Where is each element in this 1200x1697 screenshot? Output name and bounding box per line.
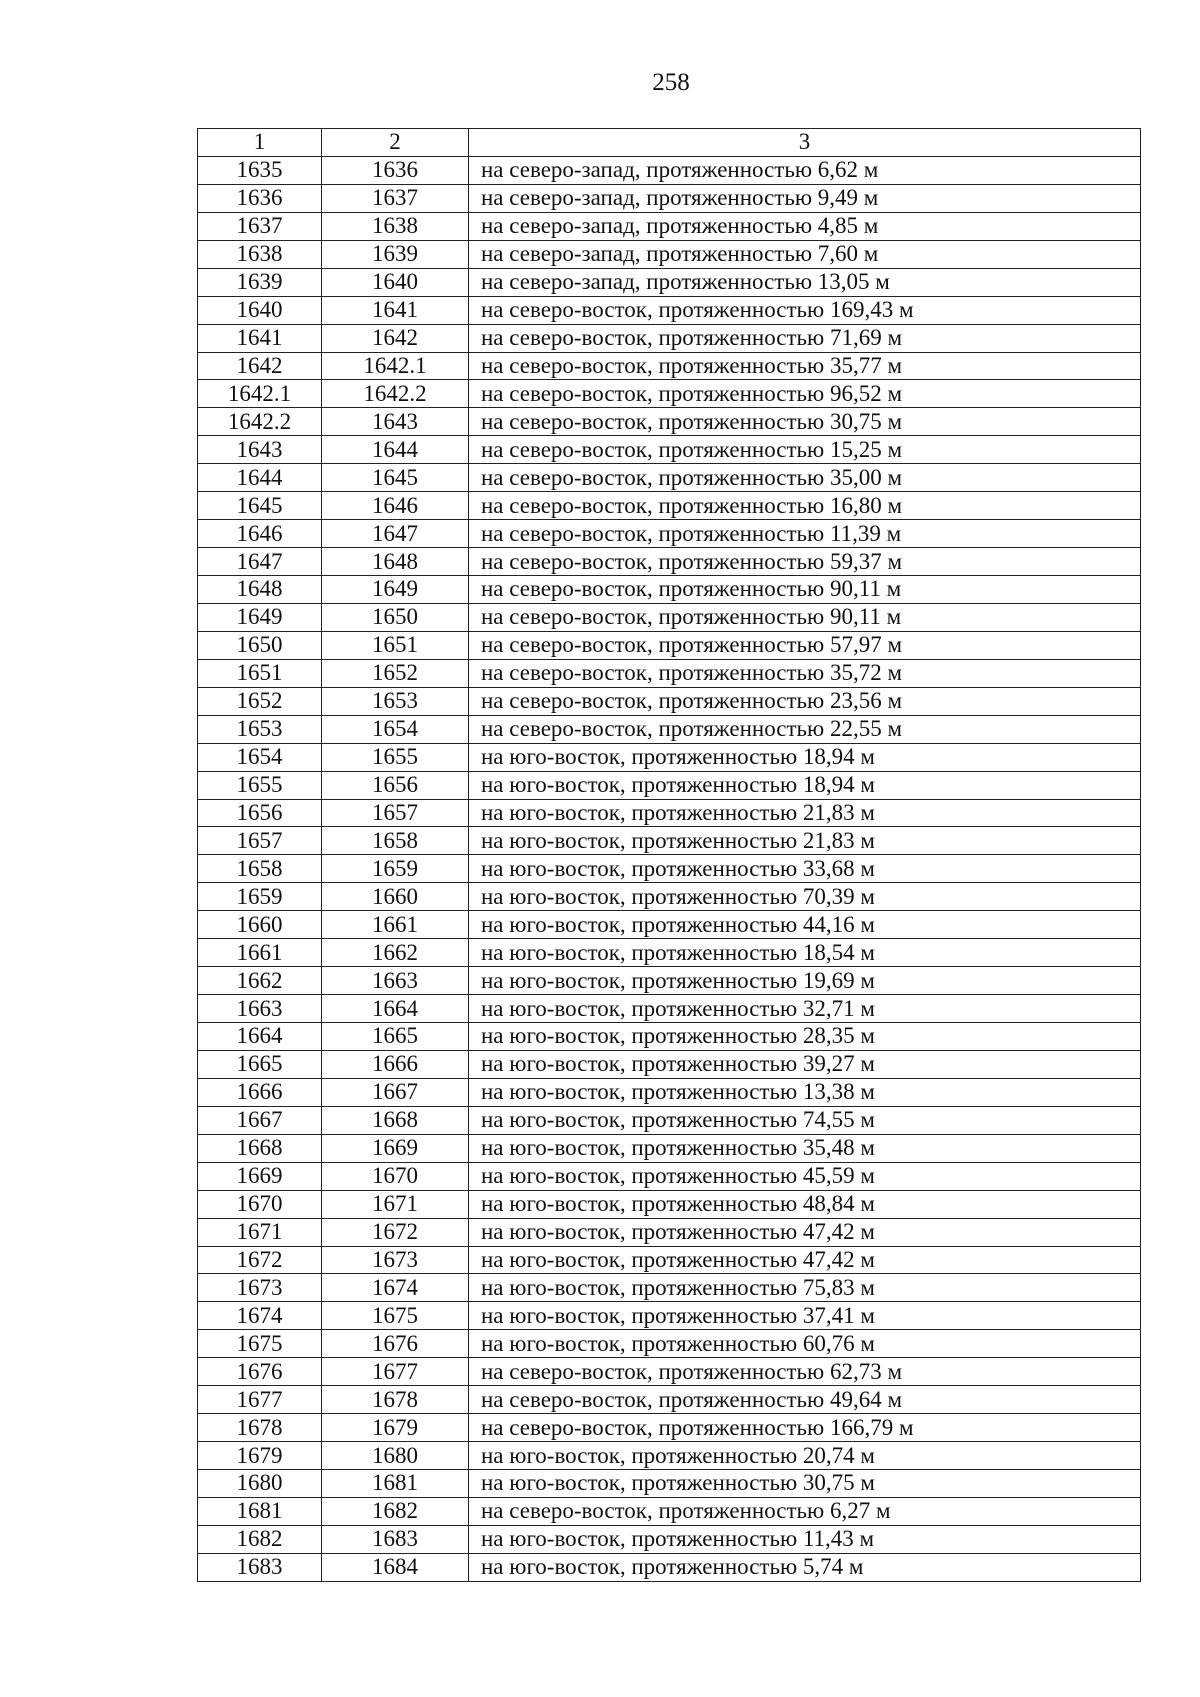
point-to-cell: 1646	[322, 492, 469, 520]
table-row	[198, 1078, 1141, 1106]
point-from-cell: 1647	[198, 548, 322, 576]
point-from-cell: 1677	[198, 1386, 322, 1414]
direction-length-cell: на юго-восток, протяженностью 75,83 м	[469, 1274, 1141, 1302]
direction-length-cell: на северо-восток, протяженностью 35,72 м	[469, 659, 1141, 687]
point-from-cell: 1648	[198, 576, 322, 604]
table-row	[198, 771, 1141, 799]
table-row	[198, 1162, 1141, 1190]
table-row	[198, 1274, 1141, 1302]
point-from-cell: 1682	[198, 1525, 322, 1553]
point-to-cell: 1651	[322, 631, 469, 659]
point-to-cell: 1652	[322, 659, 469, 687]
point-from-cell: 1679	[198, 1442, 322, 1470]
point-from-cell: 1678	[198, 1414, 322, 1442]
point-from-cell: 1675	[198, 1330, 322, 1358]
point-from-cell: 1660	[198, 911, 322, 939]
point-from-cell: 1650	[198, 631, 322, 659]
table-row	[198, 1525, 1141, 1553]
direction-length-cell: на северо-запад, протяженностью 9,49 м	[469, 184, 1141, 212]
point-to-cell: 1681	[322, 1470, 469, 1498]
table-row	[198, 687, 1141, 715]
direction-length-cell: на северо-восток, протяженностью 90,11 м	[469, 603, 1141, 631]
point-from-cell: 1667	[198, 1106, 322, 1134]
point-to-cell: 1642.2	[322, 380, 469, 408]
direction-length-cell: на северо-восток, протяженностью 49,64 м	[469, 1386, 1141, 1414]
table-row	[198, 240, 1141, 268]
direction-length-cell: на юго-восток, протяженностью 60,76 м	[469, 1330, 1141, 1358]
direction-length-cell: на юго-восток, протяженностью 32,71 м	[469, 995, 1141, 1023]
table-row	[198, 352, 1141, 380]
direction-length-cell: на северо-восток, протяженностью 71,69 м	[469, 324, 1141, 352]
point-to-cell: 1648	[322, 548, 469, 576]
table-row	[198, 995, 1141, 1023]
point-to-cell: 1639	[322, 240, 469, 268]
point-to-cell: 1654	[322, 715, 469, 743]
table-row	[198, 1414, 1141, 1442]
table-row	[198, 184, 1141, 212]
point-from-cell: 1669	[198, 1162, 322, 1190]
point-to-cell: 1668	[322, 1106, 469, 1134]
table-row	[198, 436, 1141, 464]
table-row	[198, 464, 1141, 492]
point-to-cell: 1674	[322, 1274, 469, 1302]
point-to-cell: 1661	[322, 911, 469, 939]
point-to-cell: 1656	[322, 771, 469, 799]
direction-length-cell: на юго-восток, протяженностью 44,16 м	[469, 911, 1141, 939]
table-row	[198, 743, 1141, 771]
point-to-cell: 1650	[322, 603, 469, 631]
point-to-cell: 1682	[322, 1497, 469, 1525]
table-row	[198, 631, 1141, 659]
point-to-cell: 1664	[322, 995, 469, 1023]
point-from-cell: 1672	[198, 1246, 322, 1274]
table-row	[198, 380, 1141, 408]
table-header-row	[198, 129, 1141, 157]
direction-length-cell: на юго-восток, протяженностью 47,42 м	[469, 1246, 1141, 1274]
point-from-cell: 1652	[198, 687, 322, 715]
point-to-cell: 1671	[322, 1190, 469, 1218]
point-to-cell: 1642.1	[322, 352, 469, 380]
direction-length-cell: на юго-восток, протяженностью 48,84 м	[469, 1190, 1141, 1218]
direction-length-cell: на юго-восток, протяженностью 21,83 м	[469, 799, 1141, 827]
column-header-3: 3	[469, 129, 1141, 157]
direction-length-cell: на юго-восток, протяженностью 18,54 м	[469, 939, 1141, 967]
direction-length-cell: на северо-восток, протяженностью 96,52 м	[469, 380, 1141, 408]
point-to-cell: 1643	[322, 408, 469, 436]
direction-length-cell: на северо-восток, протяженностью 166,79 м	[469, 1414, 1141, 1442]
point-from-cell: 1641	[198, 324, 322, 352]
point-to-cell: 1644	[322, 436, 469, 464]
point-from-cell: 1663	[198, 995, 322, 1023]
point-from-cell: 1636	[198, 184, 322, 212]
direction-length-cell: на юго-восток, протяженностью 18,94 м	[469, 743, 1141, 771]
table-row	[198, 296, 1141, 324]
direction-length-cell: на северо-восток, протяженностью 16,80 м	[469, 492, 1141, 520]
point-to-cell: 1669	[322, 1134, 469, 1162]
table-row	[198, 548, 1141, 576]
table-row	[198, 939, 1141, 967]
table-body	[198, 129, 1141, 1582]
direction-length-cell: на юго-восток, протяженностью 74,55 м	[469, 1106, 1141, 1134]
point-from-cell: 1640	[198, 296, 322, 324]
point-from-cell: 1680	[198, 1470, 322, 1498]
table-row	[198, 603, 1141, 631]
point-from-cell: 1668	[198, 1134, 322, 1162]
direction-length-cell: на северо-восток, протяженностью 62,73 м	[469, 1358, 1141, 1386]
point-from-cell: 1659	[198, 883, 322, 911]
point-to-cell: 1640	[322, 268, 469, 296]
point-to-cell: 1660	[322, 883, 469, 911]
direction-length-cell: на юго-восток, протяженностью 47,42 м	[469, 1218, 1141, 1246]
point-from-cell: 1638	[198, 240, 322, 268]
point-to-cell: 1657	[322, 799, 469, 827]
table-row	[198, 1442, 1141, 1470]
table-row	[198, 1106, 1141, 1134]
table-row	[198, 1134, 1141, 1162]
point-from-cell: 1646	[198, 520, 322, 548]
table-row	[198, 659, 1141, 687]
column-header-1: 1	[198, 129, 322, 157]
direction-length-cell: на юго-восток, протяженностью 5,74 м	[469, 1553, 1141, 1581]
point-from-cell: 1671	[198, 1218, 322, 1246]
point-to-cell: 1666	[322, 1050, 469, 1078]
direction-length-cell: на юго-восток, протяженностью 28,35 м	[469, 1023, 1141, 1051]
point-from-cell: 1673	[198, 1274, 322, 1302]
point-to-cell: 1636	[322, 156, 469, 184]
table-row	[198, 883, 1141, 911]
table-row	[198, 967, 1141, 995]
point-to-cell: 1638	[322, 212, 469, 240]
direction-length-cell: на северо-восток, протяженностью 22,55 м	[469, 715, 1141, 743]
direction-length-cell: на северо-восток, протяженностью 169,43 м	[469, 296, 1141, 324]
direction-length-cell: на северо-восток, протяженностью 35,00 м	[469, 464, 1141, 492]
point-to-cell: 1676	[322, 1330, 469, 1358]
point-from-cell: 1642.2	[198, 408, 322, 436]
point-to-cell: 1659	[322, 855, 469, 883]
point-to-cell: 1675	[322, 1302, 469, 1330]
point-to-cell: 1663	[322, 967, 469, 995]
table-row	[198, 1386, 1141, 1414]
column-header-2: 2	[322, 129, 469, 157]
direction-length-cell: на северо-восток, протяженностью 30,75 м	[469, 408, 1141, 436]
point-to-cell: 1647	[322, 520, 469, 548]
table-row	[198, 1302, 1141, 1330]
table-row	[198, 1023, 1141, 1051]
direction-length-cell: на северо-восток, протяженностью 23,56 м	[469, 687, 1141, 715]
point-to-cell: 1677	[322, 1358, 469, 1386]
point-from-cell: 1657	[198, 827, 322, 855]
direction-length-cell: на северо-запад, протяженностью 4,85 м	[469, 212, 1141, 240]
table-row	[198, 268, 1141, 296]
point-to-cell: 1684	[322, 1553, 469, 1581]
table-row	[198, 1246, 1141, 1274]
point-from-cell: 1642.1	[198, 380, 322, 408]
point-to-cell: 1655	[322, 743, 469, 771]
point-to-cell: 1642	[322, 324, 469, 352]
table-row	[198, 1190, 1141, 1218]
point-from-cell: 1661	[198, 939, 322, 967]
direction-length-cell: на юго-восток, протяженностью 13,38 м	[469, 1078, 1141, 1106]
direction-length-cell: на юго-восток, протяженностью 30,75 м	[469, 1470, 1141, 1498]
table-row	[198, 1470, 1141, 1498]
point-from-cell: 1674	[198, 1302, 322, 1330]
point-to-cell: 1680	[322, 1442, 469, 1470]
point-to-cell: 1672	[322, 1218, 469, 1246]
point-to-cell: 1649	[322, 576, 469, 604]
direction-length-cell: на юго-восток, протяженностью 35,48 м	[469, 1134, 1141, 1162]
direction-length-cell: на юго-восток, протяженностью 33,68 м	[469, 855, 1141, 883]
direction-length-cell: на юго-восток, протяженностью 45,59 м	[469, 1162, 1141, 1190]
table-row	[198, 324, 1141, 352]
boundary-table	[197, 128, 1141, 1582]
table-row	[198, 827, 1141, 855]
direction-length-cell: на северо-восток, протяженностью 6,27 м	[469, 1497, 1141, 1525]
table-row	[198, 1553, 1141, 1581]
point-from-cell: 1637	[198, 212, 322, 240]
point-from-cell: 1654	[198, 743, 322, 771]
table-row	[198, 1218, 1141, 1246]
page-number: 258	[652, 69, 690, 96]
point-from-cell: 1681	[198, 1497, 322, 1525]
table-row	[198, 799, 1141, 827]
point-to-cell: 1645	[322, 464, 469, 492]
point-to-cell: 1667	[322, 1078, 469, 1106]
direction-length-cell: на юго-восток, протяженностью 18,94 м	[469, 771, 1141, 799]
direction-length-cell: на северо-запад, протяженностью 7,60 м	[469, 240, 1141, 268]
point-to-cell: 1670	[322, 1162, 469, 1190]
table-row	[198, 715, 1141, 743]
direction-length-cell: на юго-восток, протяженностью 37,41 м	[469, 1302, 1141, 1330]
point-from-cell: 1665	[198, 1050, 322, 1078]
point-from-cell: 1645	[198, 492, 322, 520]
point-from-cell: 1676	[198, 1358, 322, 1386]
direction-length-cell: на юго-восток, протяженностью 70,39 м	[469, 883, 1141, 911]
point-to-cell: 1683	[322, 1525, 469, 1553]
table-row	[198, 1330, 1141, 1358]
point-from-cell: 1664	[198, 1023, 322, 1051]
point-to-cell: 1658	[322, 827, 469, 855]
point-from-cell: 1658	[198, 855, 322, 883]
point-from-cell: 1670	[198, 1190, 322, 1218]
direction-length-cell: на северо-восток, протяженностью 35,77 м	[469, 352, 1141, 380]
point-to-cell: 1662	[322, 939, 469, 967]
table-row	[198, 520, 1141, 548]
table-row	[198, 492, 1141, 520]
table-row	[198, 156, 1141, 184]
point-from-cell: 1643	[198, 436, 322, 464]
direction-length-cell: на северо-восток, протяженностью 11,39 м	[469, 520, 1141, 548]
point-from-cell: 1639	[198, 268, 322, 296]
point-to-cell: 1679	[322, 1414, 469, 1442]
table-row	[198, 1497, 1141, 1525]
direction-length-cell: на северо-восток, протяженностью 59,37 м	[469, 548, 1141, 576]
point-to-cell: 1665	[322, 1023, 469, 1051]
direction-length-cell: на северо-восток, протяженностью 15,25 м	[469, 436, 1141, 464]
table-row	[198, 855, 1141, 883]
direction-length-cell: на юго-восток, протяженностью 21,83 м	[469, 827, 1141, 855]
point-from-cell: 1653	[198, 715, 322, 743]
point-to-cell: 1637	[322, 184, 469, 212]
table-row	[198, 576, 1141, 604]
direction-length-cell: на северо-запад, протяженностью 6,62 м	[469, 156, 1141, 184]
table-row	[198, 408, 1141, 436]
direction-length-cell: на северо-восток, протяженностью 57,97 м	[469, 631, 1141, 659]
point-from-cell: 1666	[198, 1078, 322, 1106]
point-from-cell: 1656	[198, 799, 322, 827]
direction-length-cell: на юго-восток, протяженностью 39,27 м	[469, 1050, 1141, 1078]
table-row	[198, 212, 1141, 240]
point-to-cell: 1678	[322, 1386, 469, 1414]
point-from-cell: 1644	[198, 464, 322, 492]
table-row	[198, 911, 1141, 939]
direction-length-cell: на юго-восток, протяженностью 19,69 м	[469, 967, 1141, 995]
point-from-cell: 1642	[198, 352, 322, 380]
point-from-cell: 1662	[198, 967, 322, 995]
point-from-cell: 1683	[198, 1553, 322, 1581]
direction-length-cell: на северо-запад, протяженностью 13,05 м	[469, 268, 1141, 296]
direction-length-cell: на юго-восток, протяженностью 20,74 м	[469, 1442, 1141, 1470]
point-to-cell: 1641	[322, 296, 469, 324]
direction-length-cell: на юго-восток, протяженностью 11,43 м	[469, 1525, 1141, 1553]
direction-length-cell: на северо-восток, протяженностью 90,11 м	[469, 576, 1141, 604]
point-to-cell: 1673	[322, 1246, 469, 1274]
point-from-cell: 1655	[198, 771, 322, 799]
point-from-cell: 1651	[198, 659, 322, 687]
table-row	[198, 1358, 1141, 1386]
point-from-cell: 1635	[198, 156, 322, 184]
table-row	[198, 1050, 1141, 1078]
point-from-cell: 1649	[198, 603, 322, 631]
point-to-cell: 1653	[322, 687, 469, 715]
